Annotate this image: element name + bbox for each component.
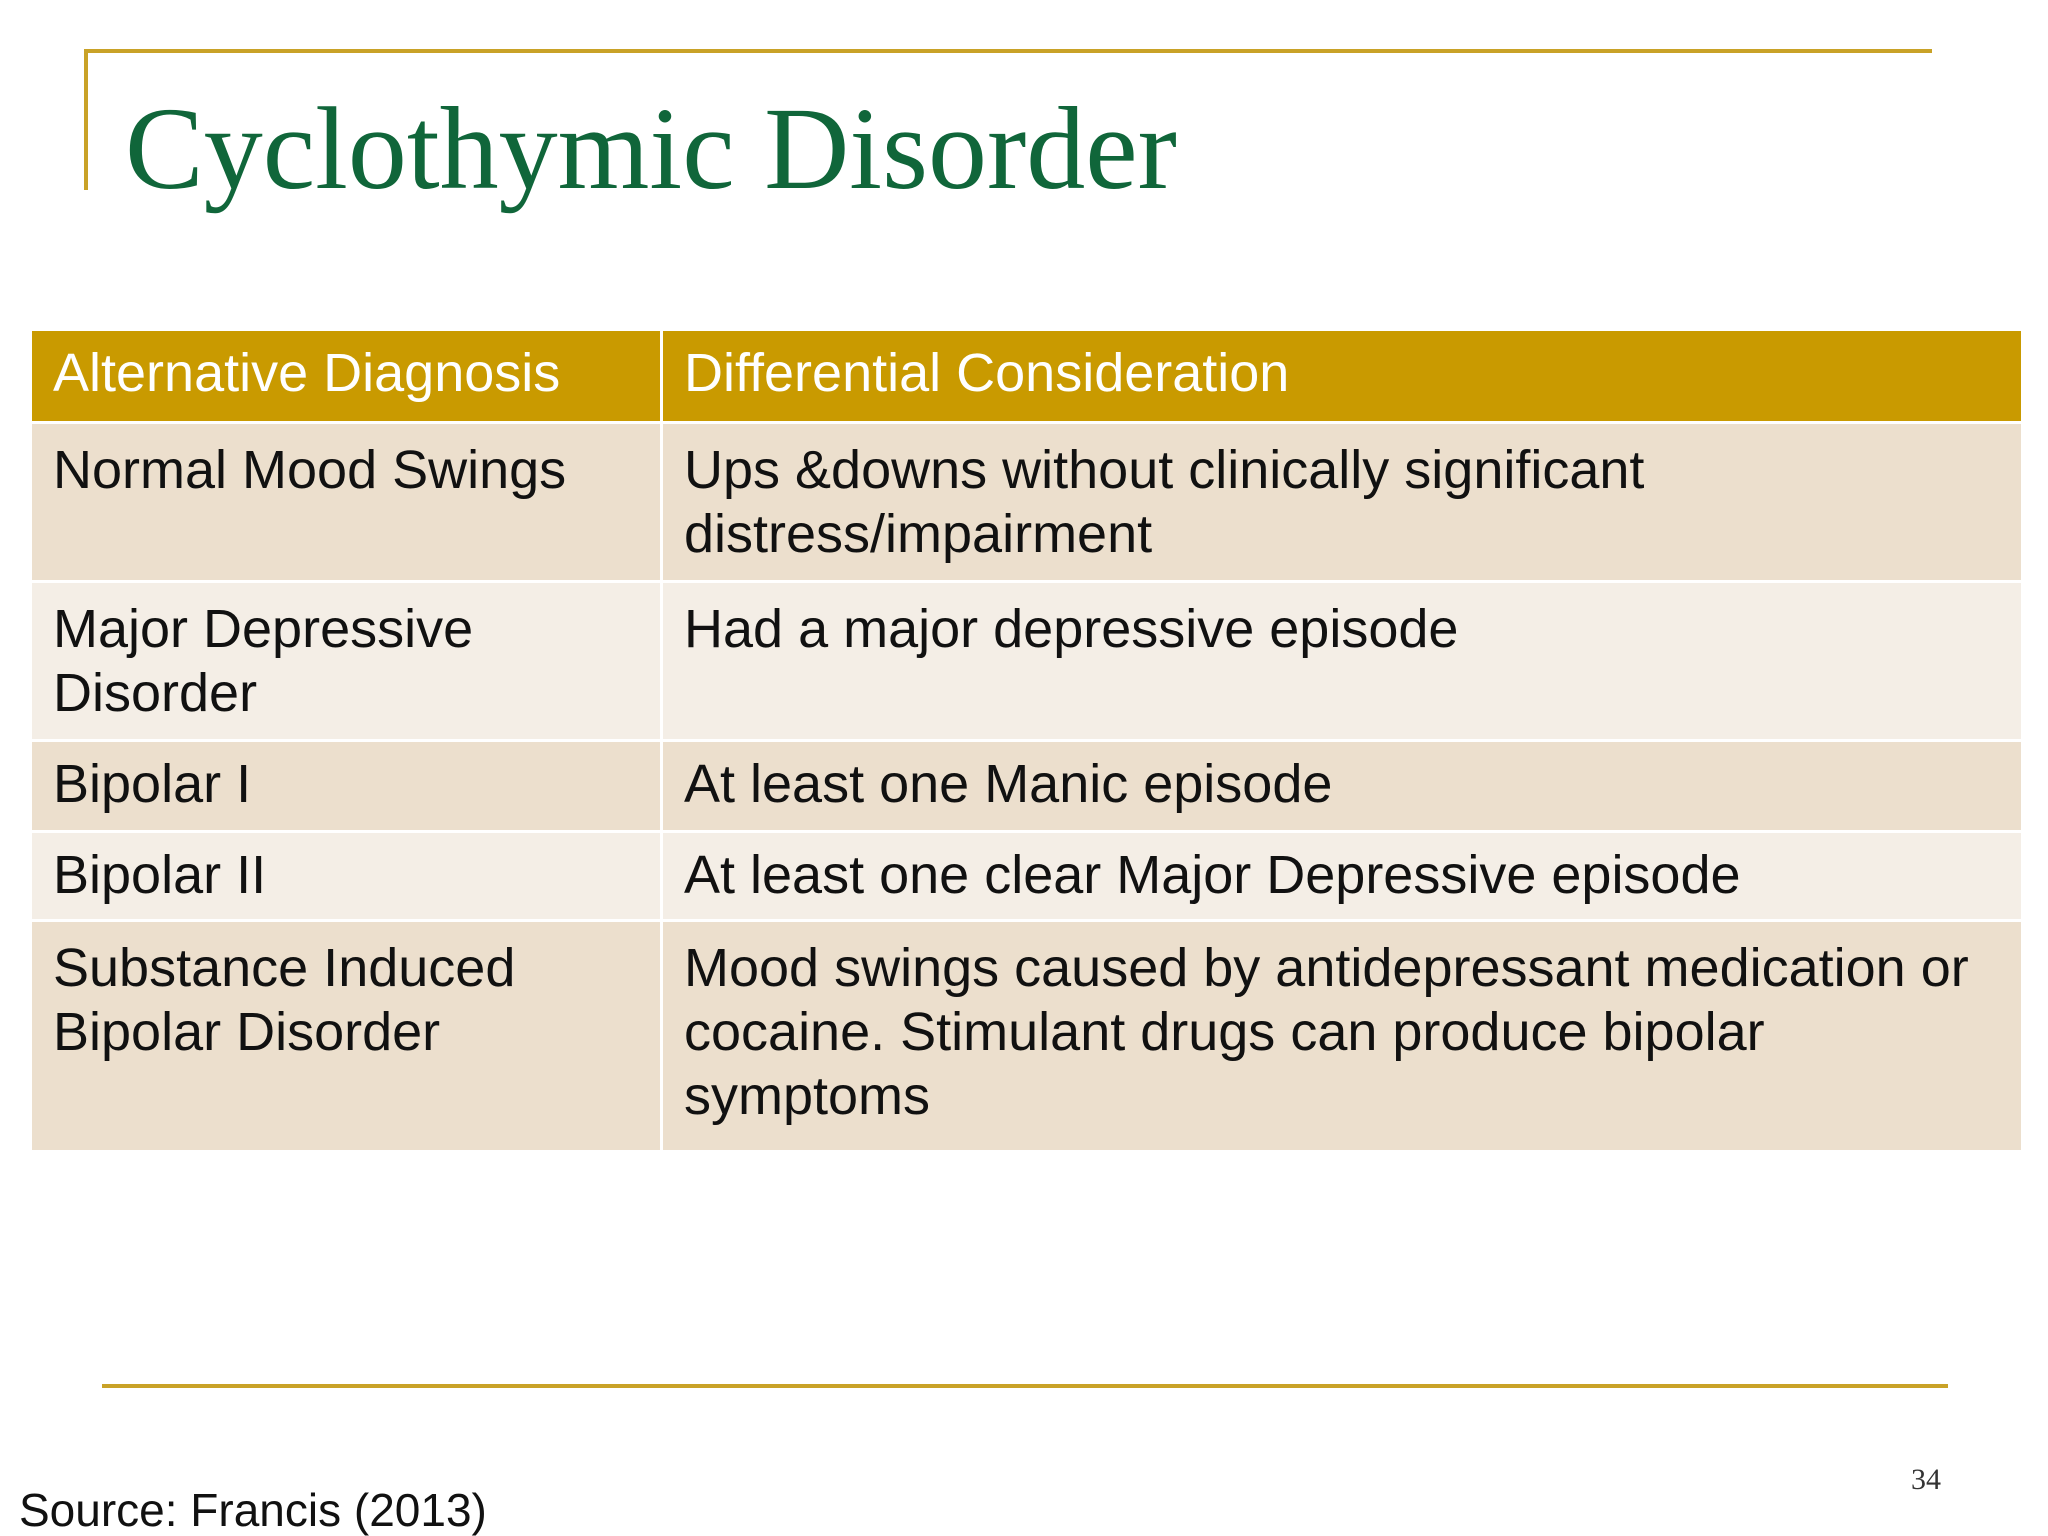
title-top-rule bbox=[84, 49, 1932, 53]
consideration-cell: Ups &downs without clinically significant distress/impairment bbox=[662, 423, 2023, 582]
table-header-row bbox=[31, 330, 2023, 423]
title-left-rule bbox=[84, 49, 88, 190]
consideration-cell: At least one Manic episode bbox=[662, 741, 2023, 832]
header-differential-consideration: Differential Consideration bbox=[662, 330, 2023, 423]
differential-diagnosis-table bbox=[29, 328, 2024, 1153]
diagnosis-cell: Bipolar II bbox=[31, 832, 662, 921]
diagnosis-cell: Bipolar I bbox=[31, 741, 662, 832]
table-row bbox=[31, 832, 2023, 921]
diagnosis-cell: Normal Mood Swings bbox=[31, 423, 662, 582]
consideration-cell: At least one clear Major Depressive episode bbox=[662, 832, 2023, 921]
header-alternative-diagnosis: Alternative Diagnosis bbox=[31, 330, 662, 423]
table-row bbox=[31, 582, 2023, 741]
consideration-cell: Had a major depressive episode bbox=[662, 582, 2023, 741]
slide-title: Cyclothymic Disorder bbox=[125, 83, 1177, 214]
diagnosis-cell: Major Depressive Disorder bbox=[31, 582, 662, 741]
table-row bbox=[31, 741, 2023, 832]
diagnosis-cell: Substance Induced Bipolar Disorder bbox=[31, 921, 662, 1152]
source-citation: Source: Francis (2013) bbox=[19, 1484, 487, 1536]
consideration-cell: Mood swings caused by antidepressant medication or cocaine. Stimulant drugs can produce bipolar symptoms bbox=[662, 921, 2023, 1152]
footer-rule bbox=[102, 1384, 1948, 1388]
table-row bbox=[31, 921, 2023, 1152]
page-number: 34 bbox=[1911, 1463, 1941, 1496]
diagnosis-table-container bbox=[29, 328, 2021, 1153]
table-row bbox=[31, 423, 2023, 582]
